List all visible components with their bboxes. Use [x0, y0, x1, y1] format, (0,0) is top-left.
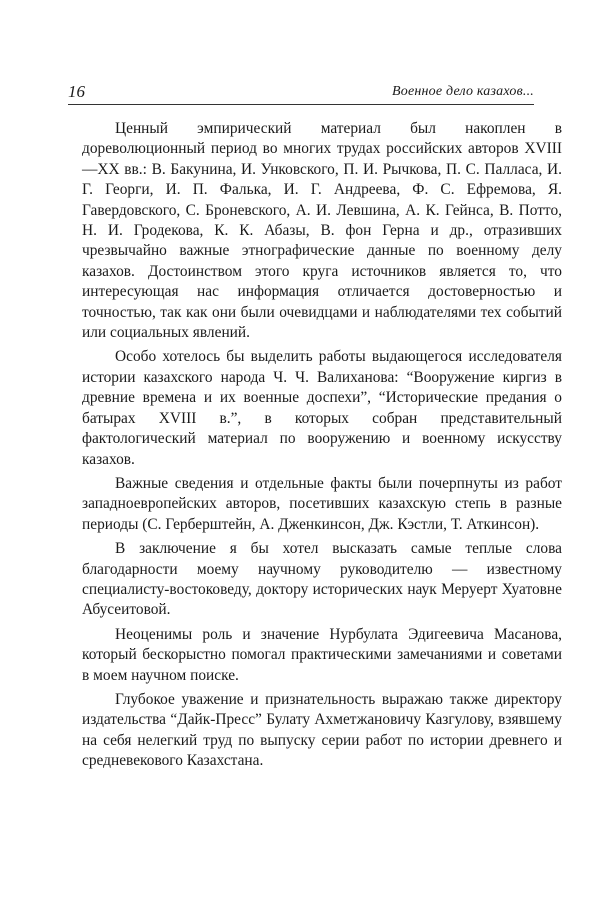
running-title: Военное дело казахов...: [392, 84, 534, 99]
paragraph-valikhanov: Особо хотелось бы выделить работы выдающегося исследователя истории казахского народа Ч. Ч. Валиханова: “Вооружение киргиз в древние времена и их военные доспехи”, “Исторические предания о батырах XVIII в.”, в которых собран представительный фактологический материал по вооружению и военному искусству казахов.: [82, 348, 562, 468]
page-header: [68, 80, 534, 106]
paragraph-publisher: Глубокое уважение и признательность выражаю также директору издательства “Дайк-Пресс” Булату Ахметжановичу Казгулову, взявшему на себя нелегкий труд по выпуску серии работ по истории древнего и средневекового Казахстана.: [82, 690, 562, 770]
paragraph-sources: Ценный эмпирический материал был накоплен в дореволюционный период во многих трудах российских авторов XVIII—XX вв.: В. Бакунина, И. Унковского, П. И. Рычкова, П. С. Палласа, И. Г. Георги, И. П. Фалька, И. Г. Андреева, Ф. С. Ефремова, Я. Гавердовского, С. Броневского, А. И. Левшина, А. К. Гейнса, В. Потто, Н. И. Гродекова, К. К. Абазы, В. фон Герна и др., отразивших чрезвычайно важные этнографические данные по военному делу казахов. Достоинством этого круга источников является то, что интересующая нас информация отличается достоверностью и точностью, так как они были очевидцами и наблюдателями тех событий или социальных явлений.: [82, 120, 562, 342]
paragraph-masanov: Неоценимы роль и значение Нурбулата Эдигеевича Масанова, который бескорыстно помогал практическими замечаниями и советами в моем научном поиске.: [82, 625, 562, 684]
body-text: [82, 119, 562, 776]
header-rule: [68, 104, 534, 105]
paragraph-western-authors: Важные сведения и отдельные факты были почерпнуты из работ западноевропейских авторов, посетивших казахскую степь в разные периоды (С. Герберштейн, А. Дженкинсон, Дж. Кэстли, Т. Аткинсон).: [82, 474, 562, 533]
paragraph-gratitude-supervisor: В заключение я бы хотел высказать самые теплые слова благодарности моему научному руководителю — известному специалисту-востоковеду, доктору исторических наук Меруерт Хуатовне Абусеитовой.: [82, 540, 562, 619]
page-number: 16: [68, 82, 85, 101]
